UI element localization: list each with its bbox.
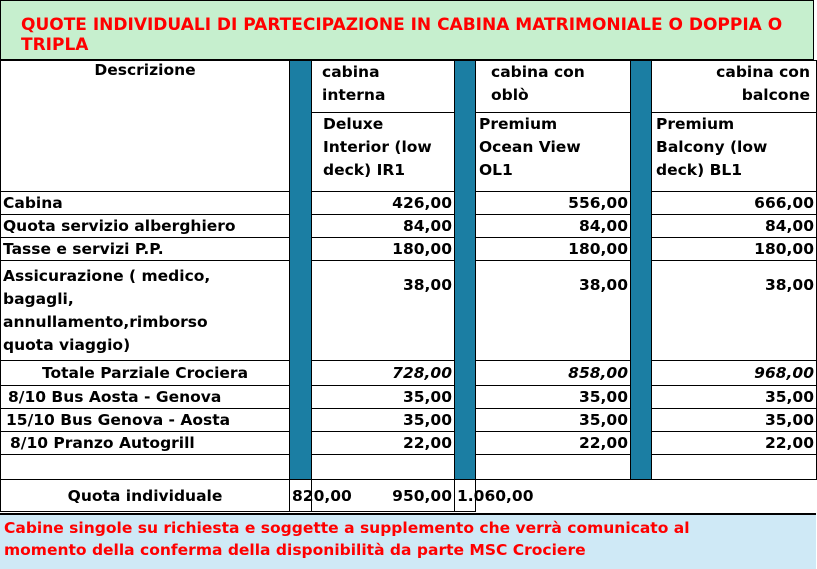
price-cell: 35,00 <box>652 386 817 409</box>
price-cell: 35,00 <box>312 409 455 432</box>
empty-cell <box>652 455 817 480</box>
price-cell: 22,00 <box>476 432 631 455</box>
cabin-model-line: deck) IR1 <box>323 161 406 179</box>
row-label: Quota servizio alberghiero <box>1 215 290 238</box>
cabin-type-header <box>652 61 817 113</box>
sheet-title-line1: QUOTE INDIVIDUALI DI PARTECIPAZIONE IN CABINA MATRIMONIALE O DOPPIA O <box>21 15 783 35</box>
cabin-type-line: interna <box>322 86 386 104</box>
row-label: Quota individuale <box>1 480 290 512</box>
description-header: Descrizione <box>1 61 290 192</box>
price-cell: 180,00 <box>476 238 631 261</box>
cabin-type-line: balcone <box>741 86 810 104</box>
cabin-model-line: Balcony (low <box>656 138 768 156</box>
price-cell: 180,00 <box>652 238 817 261</box>
row-label: 15/10 Bus Genova - Aosta <box>1 409 290 432</box>
price-cell: 35,00 <box>312 386 455 409</box>
footer-note-line1: Cabine singole su richiesta e soggette a supplemento che verrà comunicato al <box>4 519 690 537</box>
table-row <box>1 409 817 432</box>
price-cell: 84,00 <box>312 215 455 238</box>
row-label: Tasse e servizi P.P. <box>1 238 290 261</box>
cabin-model-line: Deluxe <box>323 115 384 133</box>
empty-row <box>1 455 817 480</box>
cabin-model-line: Ocean View <box>479 138 581 156</box>
column-separator <box>455 61 476 480</box>
cabin-model-line: OL1 <box>479 161 513 179</box>
price-cell: 426,00 <box>312 192 455 215</box>
cabin-model-line: Premium <box>656 115 735 133</box>
row-label-line: annullamento,rimborso <box>3 313 208 331</box>
sheet-title-line2: TRIPLA <box>21 35 89 55</box>
price-cell: 180,00 <box>312 238 455 261</box>
cabin-type-header <box>476 61 631 113</box>
header-row-type <box>1 61 817 113</box>
table-row <box>1 432 817 455</box>
price-cell: 38,00 <box>476 261 631 361</box>
empty-cell <box>312 455 455 480</box>
row-label: 8/10 Pranzo Autogrill <box>1 432 290 455</box>
cabin-type-line: cabina con <box>716 63 810 81</box>
price-cell: 1.060,00 <box>455 480 476 512</box>
price-cell: 22,00 <box>312 432 455 455</box>
price-cell: 84,00 <box>652 215 817 238</box>
cabin-type-line: cabina con <box>491 63 585 81</box>
empty-cell <box>1 455 290 480</box>
row-label-line: Assicurazione ( medico, <box>3 267 211 285</box>
table-row <box>1 192 817 215</box>
sheet-title <box>0 0 814 60</box>
cabin-model-line: Interior (low <box>323 138 432 156</box>
table-row <box>1 261 817 361</box>
price-cell: 35,00 <box>476 386 631 409</box>
cabin-model-line: deck) BL1 <box>656 161 743 179</box>
price-table <box>0 60 817 512</box>
price-cell: 950,00 <box>312 480 455 512</box>
cabin-type-header <box>312 61 455 113</box>
price-cell: 666,00 <box>652 192 817 215</box>
row-label: Totale Parziale Crociera <box>1 361 290 386</box>
row-label: Cabina <box>1 192 290 215</box>
cabin-type-line: cabina <box>322 63 380 81</box>
price-cell: 38,00 <box>652 261 817 361</box>
price-cell: 858,00 <box>476 361 631 386</box>
cabin-model-header <box>476 113 631 192</box>
table-row <box>1 238 817 261</box>
cabin-model-header <box>312 113 455 192</box>
row-label-line: bagagli, <box>3 290 74 308</box>
price-cell: 556,00 <box>476 192 631 215</box>
cabin-type-line: oblò <box>491 86 529 104</box>
column-separator <box>290 61 312 480</box>
subtotal-row <box>1 361 817 386</box>
cabin-model-header <box>652 113 817 192</box>
price-cell: 22,00 <box>652 432 817 455</box>
price-cell: 35,00 <box>476 409 631 432</box>
cabin-model-line: Premium <box>479 115 558 133</box>
table-row <box>1 386 817 409</box>
price-cell: 728,00 <box>312 361 455 386</box>
price-cell: 35,00 <box>652 409 817 432</box>
price-cell: 38,00 <box>312 261 455 361</box>
total-row <box>1 480 817 512</box>
footer-note-line2: momento della conferma della disponibilità da parte MSC Crociere <box>4 541 586 559</box>
row-label <box>1 261 290 361</box>
column-separator <box>631 61 652 480</box>
row-label: 8/10 Bus Aosta - Genova <box>1 386 290 409</box>
row-label-line: quota viaggio) <box>3 336 131 354</box>
price-cell: 84,00 <box>476 215 631 238</box>
price-cell: 820,00 <box>290 480 312 512</box>
table-row <box>1 215 817 238</box>
empty-cell <box>476 455 631 480</box>
price-cell: 968,00 <box>652 361 817 386</box>
footer-note <box>0 513 816 569</box>
